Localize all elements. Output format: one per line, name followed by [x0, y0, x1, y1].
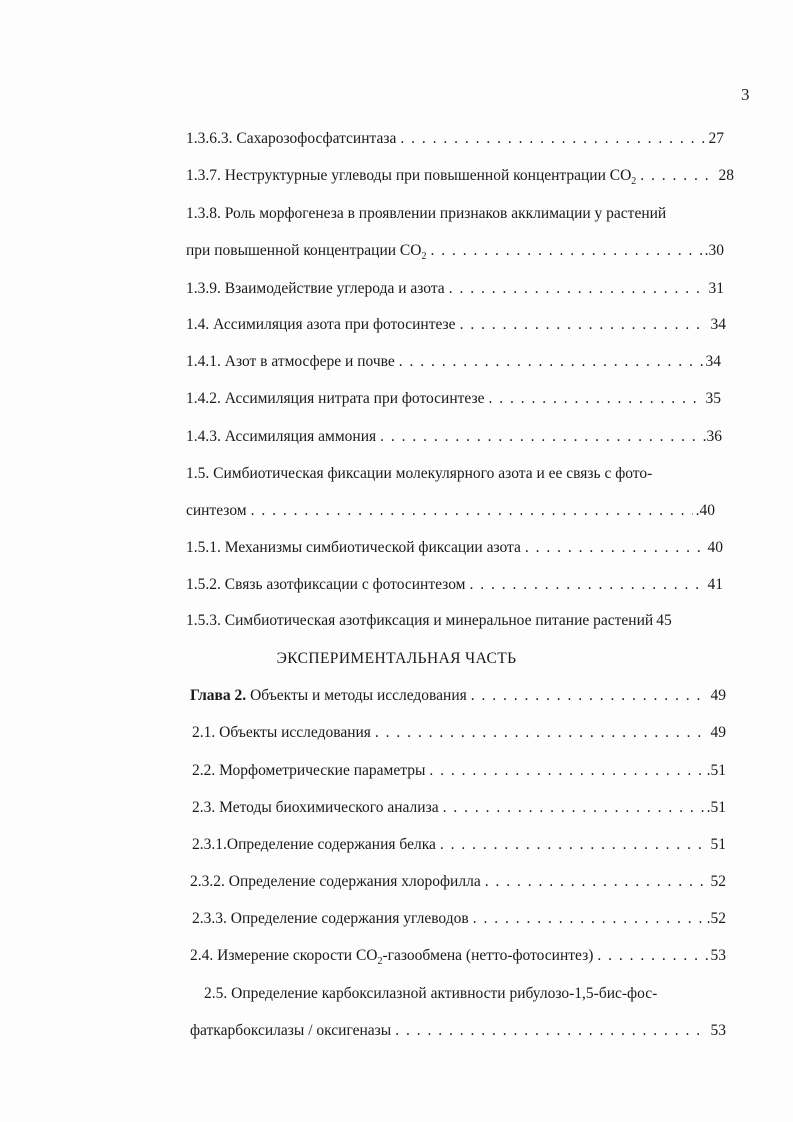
toc-entry-page: 53: [710, 947, 726, 964]
toc-entry-title: 2.2. Морфометрические параметры: [192, 762, 426, 779]
toc-entry-title: 1.5. Симбиотическая фиксации молекулярного азота и ее связь с фото-: [186, 465, 653, 482]
toc-entry-title: 1.5.3. Симбиотическая азотфиксация и минеральное питание растений: [186, 612, 654, 629]
toc-entry: [186, 537, 723, 559]
chapter-label: Глава 2.: [190, 687, 247, 704]
toc-entry-title: 1.3.8. Роль морфогенеза в проявлении признаков акклимации у растений: [186, 205, 667, 222]
toc-entry-page: 41: [707, 576, 723, 593]
toc-entry-page: 34: [710, 316, 726, 333]
leader-dots: [371, 722, 708, 744]
toc-entry: [186, 314, 726, 336]
toc-entry-page: .52: [706, 910, 726, 927]
leader-dots: [593, 945, 707, 967]
toc-entry-title: 1.3.9. Взаимодействие углерода и азота: [186, 280, 445, 297]
toc-entry: [190, 871, 726, 893]
toc-entry: [204, 983, 724, 1005]
toc-entry: [192, 908, 726, 930]
leader-dots: [481, 871, 708, 893]
toc-entry-page: 45: [656, 612, 672, 629]
leader-dots: [247, 500, 693, 522]
toc-entry-page: 51: [710, 836, 726, 853]
toc-entry-title: фаткарбоксилазы / оксигеназы: [190, 1022, 392, 1039]
leader-dots: [636, 165, 715, 187]
toc-entry: [186, 278, 724, 300]
toc-entry-title: синтезом: [186, 502, 247, 519]
leader-dots: [439, 797, 704, 819]
toc-entry: [186, 351, 721, 373]
leader-dots: [485, 388, 703, 410]
toc-entry-title: 1.5.1. Механизмы симбиотической фиксации азота: [186, 539, 521, 556]
leader-dots: [396, 128, 705, 150]
toc-entry: [192, 760, 726, 782]
toc-entry: [186, 203, 734, 225]
toc-entry-page: 34: [705, 353, 721, 370]
toc-entry-title: 2.1. Объекты исследования: [192, 724, 371, 741]
toc-entry-page: .51: [706, 762, 726, 779]
toc-entry-title: 2.3.2. Определение содержания хлорофилла: [190, 873, 481, 890]
toc-entry: [186, 574, 723, 596]
toc-entry-title: 1.4.3. Ассимиляция аммония: [186, 428, 377, 445]
leader-dots: [521, 537, 705, 559]
toc-entry: [186, 128, 724, 150]
toc-entry-page: .36: [702, 428, 722, 445]
toc-entry-title: 1.4.2. Ассимиляция нитрата при фотосинтезе: [186, 390, 485, 407]
toc-entry-title: 1.5.2. Связь азотфиксации с фотосинтезом: [186, 576, 466, 593]
toc-entry: [186, 165, 734, 187]
toc-entry: [192, 797, 726, 819]
page-number: 3: [741, 85, 750, 104]
toc-entry-page: 35: [705, 390, 721, 407]
toc-entry: [192, 834, 726, 856]
toc-entry-title: Глава 2. Объекты и методы исследования: [190, 687, 467, 704]
toc-entry: [190, 1020, 726, 1042]
toc-entry-page: 28: [718, 167, 734, 184]
toc-entry: [186, 240, 724, 262]
leader-dots: [465, 574, 704, 596]
leader-dots: [445, 278, 706, 300]
leader-dots: [395, 351, 703, 373]
toc-entry-page: 27: [708, 130, 724, 147]
toc-chapter-entry: [190, 685, 726, 707]
toc-entry-title: 2.3. Методы биохимического анализа: [192, 799, 439, 816]
toc-entry-title: при повышенной концентрации $СО_2$: [186, 242, 427, 263]
toc-entry-page: 31: [708, 280, 724, 297]
toc-entry: [190, 945, 726, 967]
toc-entry-page: 40: [707, 539, 723, 556]
toc-entry-page: 49: [710, 724, 726, 741]
toc-entry-page: .30: [704, 242, 724, 259]
toc-entry-title: 1.3.6.3. Сахарозофосфатсинтаза: [186, 130, 397, 147]
toc-entry-title: 2.3.1.Определение содержания белка: [192, 836, 436, 853]
toc-entry-page: 53: [710, 1022, 726, 1039]
toc-entry-title: 1.3.7. Неструктурные углеводы при повышенной концентрации $СО_2$: [186, 167, 637, 188]
toc-entry: [186, 463, 726, 485]
toc-entry-title: 1.4.1. Азот в атмосфере и почве: [186, 353, 395, 370]
toc-entry-title: 1.4. Ассимиляция азота при фотосинтезе: [186, 316, 456, 333]
toc-entry: [192, 722, 726, 744]
toc-entry-page: 49: [710, 687, 726, 704]
toc-entry-title: 2.3.3. Определение содержания углеводов: [192, 910, 469, 927]
toc-entry-page: .40: [695, 502, 715, 519]
leader-dots: [426, 240, 701, 262]
leader-dots: [391, 1020, 707, 1042]
toc-entry: [186, 610, 734, 632]
toc-entry-page: 52: [710, 873, 726, 890]
leader-dots: [456, 314, 708, 336]
leader-dots: [469, 908, 704, 930]
toc-entry-page: .51: [706, 799, 726, 816]
toc-entry: [186, 500, 715, 522]
toc-entry: [186, 388, 721, 410]
toc-entry-title: 2.5. Определение карбоксилазной активности рибулозо-1,5-бис-фос-: [204, 985, 658, 1002]
toc-entry-title: 2.4. Измерение скорости $СО_2$-газообмена (нетто-фотосинтез): [190, 947, 594, 968]
toc-entry: [186, 426, 722, 448]
leader-dots: [425, 760, 703, 782]
leader-dots: [436, 834, 708, 856]
leader-dots: [467, 685, 708, 707]
section-heading: ЭКСПЕРИМЕНТАЛЬНАЯ ЧАСТЬ: [276, 650, 517, 667]
leader-dots: [376, 426, 699, 448]
